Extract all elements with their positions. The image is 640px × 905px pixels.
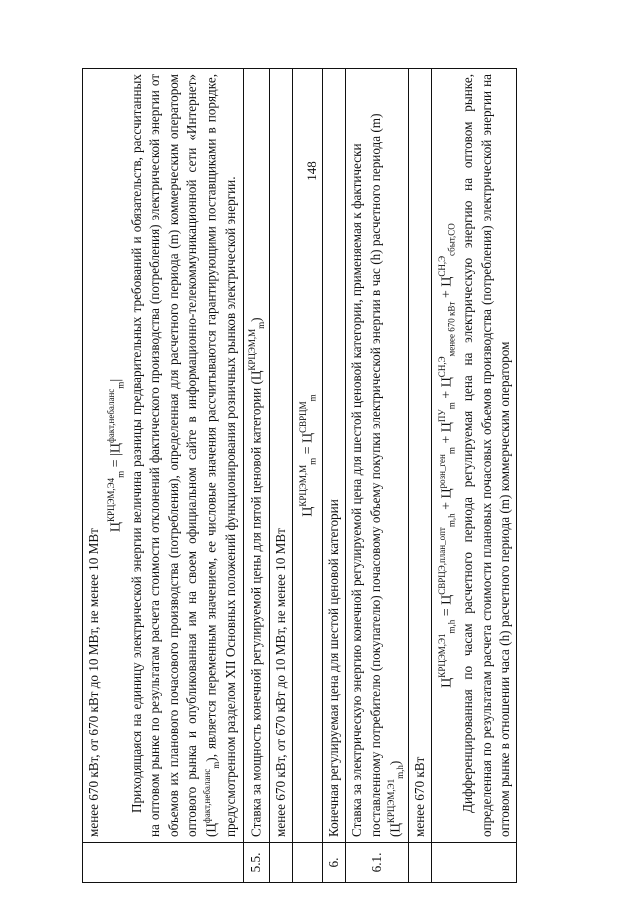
table-row	[243, 69, 269, 883]
table-row	[270, 69, 293, 883]
sixth-category-heading: Конечная регулируемая цена для шестой ценовой категории	[326, 499, 342, 837]
capacity-rate-heading: Ставка за мощность конечной регулируемой цены для пятой ценовой категории $(Ц^{КРЦЭМ,М}_m)$	[246, 317, 266, 837]
row-content-cell	[323, 69, 346, 843]
table-row	[293, 69, 323, 883]
table-row	[432, 69, 517, 883]
power-range-label: менее 670 кВт, от 670 кВт до 10 МВт, не менее 10 МВт	[86, 528, 101, 837]
row-number-cell: 6.	[323, 843, 346, 883]
power-range-label: менее 670 кВт, от 670 кВт до 10 МВт, не менее 10 МВт	[273, 528, 289, 837]
row-content-cell	[409, 69, 432, 843]
row-number-cell	[270, 843, 293, 883]
energy-rate-heading: Ставка за электрическую энергию конечной регулируемой цена для шестой ценовой категории, применяемая к фактически поставленному потребителю (покупателю) почасовому объему покупки электрической энергии в час (h) расчетного периода (m) $(Ц^{КРЦЭМ,Э1}_{m,h})$	[349, 113, 405, 837]
table-row	[323, 69, 346, 883]
row-number-cell	[432, 843, 517, 883]
row-number-cell	[83, 843, 244, 883]
row-number-cell	[409, 843, 432, 883]
rotated-sheet	[82, 68, 582, 883]
power-range-label: менее 670 кВт	[412, 756, 428, 837]
formula-krcem-m: $Ц^{КРЦЭМ,М}_m = Ц^{СВРЦМ}_m$	[298, 394, 318, 517]
row-content-cell	[432, 69, 517, 843]
formula-krcem-e4: $Ц^{КРЦЭМ,Э4}_m = |Ц^{факт,небаланс}_m|$	[106, 378, 126, 533]
formula-krcem-e1: $Ц^{КРЦЭМ,Э1}_{m,h} = Ц^{СВРЦЭ,план\_опт}_{m,h} + Ц^{розн\_ген}_m + Ц^{ПУ}_m + Ц^{СН,Э}_{менее 670 кВт} + Ц^{СН,Э}_{сбыт,СО}$	[437, 223, 457, 688]
row-number-cell: 5.5.	[243, 843, 269, 883]
row-content-cell	[83, 69, 244, 843]
table-row	[346, 69, 409, 883]
table-row	[409, 69, 432, 883]
row-content-cell	[270, 69, 293, 843]
imbalance-explanation: Приходящаяся на единицу электрической энергии величина разницы предварительных требований и обязательств, рассчитанных на оптовом рынке по результатам расчета стоимости отклонений фактического производства (потребления) электрической энергии от объемов их планового почасового производства (потребления), определенная для расчетного периода (m) коммерческим оператором оптового рынка и опубликованная им на своем официальном сайте в информационно-телекоммуникационной сети «Интернет» $(Ц^{факт,небаланс}_m)$, является переменным значением, ее числовые значения рассчитываются гарантирующими поставщиками в порядке, предусмотренном разделом XII Основных положений функционирования розничных рынков электрической энергии.	[129, 74, 239, 837]
row-number-cell	[293, 843, 323, 883]
hourly-price-explanation: Дифференцированная по часам расчетного периода регулируемая цена на электрическую энергию на оптовом рынке, определенная по результатам расчета стоимости плановых почасовых объемов производства (потребления) электрической энергии на оптовом рынке в отношении часа (h) расчетного периода (m) коммерческим оператором	[460, 74, 512, 837]
row-content-cell	[243, 69, 269, 843]
row-content-cell	[346, 69, 409, 843]
table-row	[83, 69, 244, 883]
tariff-table	[82, 68, 517, 883]
page-number: 148	[303, 161, 319, 181]
row-content-cell	[293, 69, 323, 843]
row-number-cell: 6.1.	[346, 843, 409, 883]
